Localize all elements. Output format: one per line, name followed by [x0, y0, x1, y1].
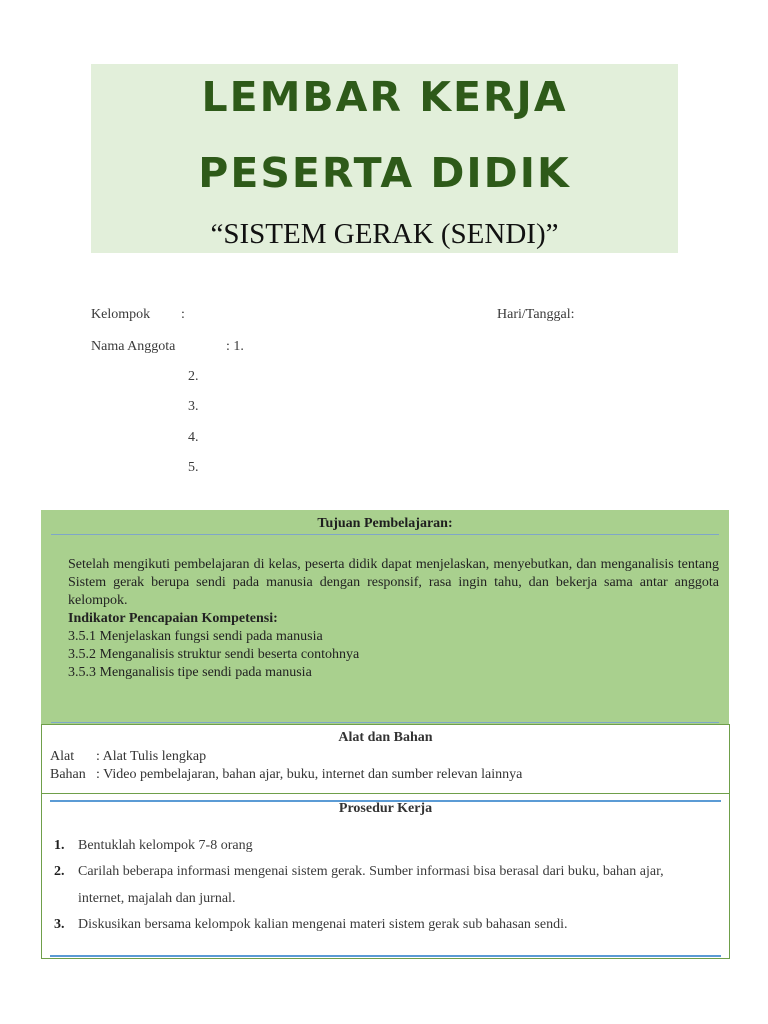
anggota-number-4: 4. — [188, 430, 199, 445]
kelompok-label: Kelompok — [91, 307, 151, 322]
prosedur-bottom-rule — [50, 955, 721, 957]
tujuan-bottom-rule — [51, 722, 719, 723]
nama-anggota-label: Nama Anggota — [91, 339, 176, 354]
bahan-row — [50, 767, 522, 783]
anggota-number-2: 2. — [188, 369, 199, 384]
prosedur-step-3 — [54, 911, 713, 938]
prosedur-header: Prosedur Kerja — [338, 801, 433, 816]
bahan-value: : Video pembelajaran, bahan ajar, buku, internet dan sumber relevan lainnya — [96, 767, 523, 782]
hari-tanggal-label: Hari/Tanggal: — [497, 307, 575, 322]
prosedur-step-2 — [54, 858, 713, 912]
tujuan-top-rule — [51, 534, 719, 535]
title-block — [91, 64, 678, 253]
title-line-1: LEMBAR KERJA — [201, 73, 568, 121]
indikator-header: Indikator Pencapaian Kompetensi: — [68, 611, 278, 626]
alat-prosedur-section — [41, 724, 730, 959]
step-number-3: 3. — [54, 917, 65, 932]
alat-row — [50, 749, 206, 765]
tujuan-paragraph: Setelah mengikuti pembelajaran di kelas, peserta didik dapat menjelaskan, menyebutkan, dan menganalisis tentang Sistem gerak berupa sendi pada manusia dengan responsif, rasa ingin tahu, dan bekerja sama antar anggota kelompok. — [68, 557, 719, 608]
step-number-1: 1. — [54, 838, 65, 853]
anggota-number-1: : 1. — [226, 339, 244, 354]
step-text-2: Carilah beberapa informasi mengenai sistem gerak. Sumber informasi bisa berasal dari buku, bahan ajar, internet, majalah dan jurnal. — [78, 864, 664, 906]
alat-value: : Alat Tulis lengkap — [96, 749, 207, 764]
alat-label: Alat — [50, 749, 75, 764]
kelompok-separator: : — [181, 307, 185, 322]
step-text-3: Diskusikan bersama kelompok kalian mengenai materi sistem gerak sub bahasan sendi. — [78, 917, 568, 932]
indikator-item-1: 3.5.1 Menjelaskan fungsi sendi pada manusia — [68, 629, 323, 644]
anggota-number-3: 3. — [188, 399, 199, 414]
tujuan-header: Tujuan Pembelajaran: — [317, 516, 453, 531]
prosedur-step-1 — [54, 832, 713, 859]
step-number-2: 2. — [54, 864, 65, 879]
indikator-item-3: 3.5.3 Menganalisis tipe sendi pada manusia — [68, 665, 312, 680]
tujuan-content — [68, 556, 719, 682]
title-subtitle: “SISTEM GERAK (SENDI)” — [210, 218, 559, 250]
step-text-1: Bentuklah kelompok 7-8 orang — [78, 838, 253, 853]
tujuan-pembelajaran-section — [41, 510, 729, 724]
bahan-label: Bahan — [50, 767, 86, 782]
alat-bahan-header: Alat dan Bahan — [338, 730, 433, 745]
section-divider — [42, 793, 729, 794]
title-line-2: PESERTA DIDIK — [198, 149, 571, 197]
anggota-number-5: 5. — [188, 460, 199, 475]
indikator-item-2: 3.5.2 Menganalisis struktur sendi beserta contohnya — [68, 647, 360, 662]
